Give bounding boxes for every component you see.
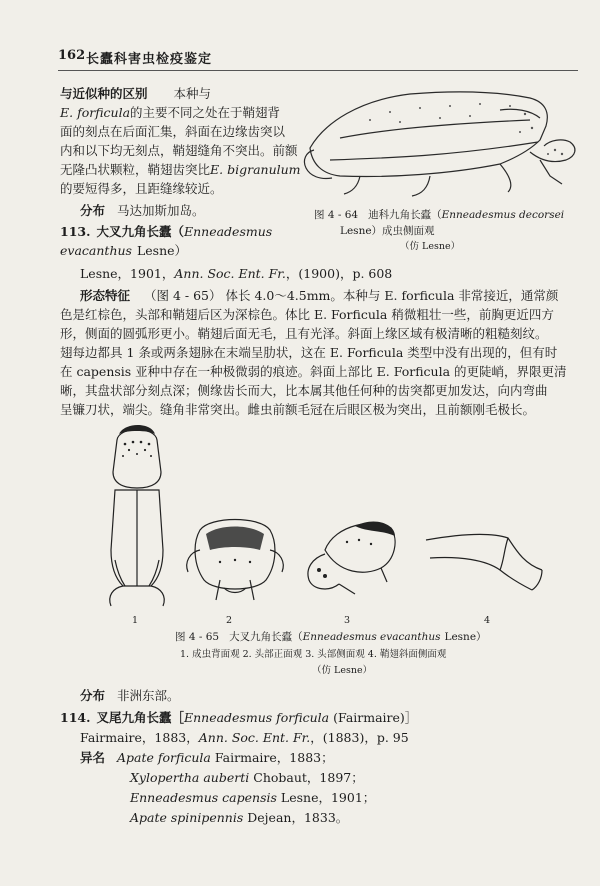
species-number: 113. (60, 224, 91, 239)
morphology-line-5: 在 capensis 亚种中存在一种极微弱的痕迹。斜面上部比 E. Forficula 的更陡峭，界限更清 (60, 364, 567, 379)
figure-4-64-caption-line-2: Lesne）成虫侧面观 (340, 225, 435, 237)
species-author: Lesne） (136, 243, 188, 258)
morphology-line-3: 形，侧面的圆弧形更小。鞘翅后面无毛，且有光泽。斜面上缘区域有极清晰的粗糙刻纹。 (60, 326, 548, 341)
figure-4-64-caption-line-1 (314, 208, 564, 223)
species-114-citation (80, 728, 409, 747)
section-heading-differences: 与近似种的区别 (60, 86, 148, 101)
synonym-label: 异名 (80, 750, 106, 765)
morphology-line-4: 翅每边都具 1 条或两条翅脉在末端呈肋状，这在 E. Forficula 类型中没有出现的，但有时 (60, 345, 558, 360)
distribution-value: 马达加斯加岛。 (117, 203, 205, 218)
morphology-line-2: 色是红棕色，头部和鞘翅后区为深棕色。体比 E. Forficula 稍微粗壮一些，前胸更近四方 (60, 307, 554, 322)
distribution-label: 分布 (80, 203, 106, 218)
citation-journal: Ann. Soc. Ent. Fr. (174, 266, 286, 281)
species-ref: Enneadesmus evacanthus (302, 631, 441, 643)
citation-detail: ，(1883)，p. 95 (310, 730, 409, 745)
intro-text: 的主要不同之处在于鞘翅背 (130, 105, 281, 120)
species-113-citation (80, 264, 392, 283)
species-ref: Enneadesmus decorsei (441, 209, 565, 221)
page-number: 162 (58, 48, 86, 63)
morphology-line-7: 呈镰刀状，端尖。缝角非常突出。雌虫前额毛冠在后眼区极为突出，且前额刚毛极长。 (60, 402, 536, 417)
synonym-name: Apate forficula (117, 750, 211, 765)
figure-4-64-drawing (300, 80, 580, 205)
citation-author: Lesne，1901， (80, 266, 175, 281)
figure-number: 图 4 - 64 (314, 209, 359, 221)
species-number: 114. (60, 710, 91, 725)
figure-4-65-drawing-1-dorsal (95, 420, 180, 610)
intro-line-2 (60, 103, 280, 122)
distribution-112 (80, 201, 205, 220)
intro-line1-tail: 本种与 (173, 86, 212, 101)
intro-line-6: 的要短得多，且距缝缘较近。 (60, 181, 223, 196)
header-rule (58, 70, 578, 71)
citation-detail: ，(1900)，p. 608 (285, 266, 393, 281)
synonym-author: Chobaut，1897； (253, 770, 364, 785)
synonym-row-3 (130, 788, 375, 807)
morphology-line-6: 晰，其盘状部分刻点深；侧缘齿长而大，比本属其他任何种的齿突都更加发达，向内弯曲 (60, 383, 548, 398)
species-name-cn: 大叉九角长蠹（ (96, 224, 184, 239)
synonym-author: Dejean，1833。 (247, 810, 349, 825)
synonym-author: Fairmaire，1883； (214, 750, 334, 765)
distribution-value: 非洲东部。 (117, 688, 180, 703)
figure-number: 图 4 - 65 (175, 631, 220, 643)
species-epithet: evacanthus (60, 243, 132, 258)
intro-text: 无隆凸状颗粒，鞘翅齿突比 (60, 162, 211, 177)
synonym-author: Lesne，1901； (280, 790, 376, 805)
figure-4-65-label-3: 3 (344, 615, 351, 626)
page-header (58, 48, 578, 70)
citation-author: Fairmaire，1883， (80, 730, 199, 745)
figure-4-65-source: （仿 Lesne） (312, 665, 373, 676)
intro-line-5 (60, 160, 301, 179)
figure-4-65-label-1: 1 (132, 615, 139, 626)
figure-4-65-caption-parts: 1. 成虫背面观 2. 头部正面观 3. 头部侧面观 4. 鞘翅斜面侧面观 (180, 649, 447, 660)
morphology-line-1: （图 4 - 65） 体长 4.0～4.5mm。本种与 E. forficula 非常接近，通常颜 (144, 288, 559, 303)
morphology-label: 形态特征 (80, 288, 131, 303)
species-ref: Enneadesmus forficula (183, 710, 330, 725)
species-ref: E. forficula (60, 105, 131, 120)
figure-4-65-caption-line-1 (175, 630, 487, 645)
species-ref: E. bigranulum (210, 162, 301, 177)
running-title: 长蠹科害虫检疫鉴定 (86, 52, 213, 67)
citation-journal: Ann. Soc. Ent. Fr. (198, 730, 311, 745)
distribution-113 (80, 686, 180, 705)
synonym-row-2 (130, 768, 364, 787)
genus-name: Enneadesmus (183, 224, 273, 239)
species-113-heading-line-2 (60, 241, 187, 260)
figure-4-65-drawing-2-head-front (180, 510, 290, 605)
figure-4-65-drawing-3-head-side (295, 510, 405, 605)
distribution-label: 分布 (80, 688, 106, 703)
species-author: Lesne） (444, 631, 487, 643)
synonym-row-4 (130, 808, 348, 827)
figure-4-65-label-2: 2 (226, 615, 233, 626)
synonym-name: Enneadesmus capensis (130, 790, 277, 805)
synonym-name: Apate spinipennis (130, 810, 244, 825)
species-name-cn: 叉尾九角长蠹［ (96, 710, 184, 725)
intro-line-3: 面的刻点在后面汇集，斜面在边缘齿突以 (60, 124, 286, 139)
figure-4-65-drawing-4-declivity-side (420, 520, 550, 600)
intro-line-1 (60, 84, 211, 103)
species-author: (Fairmaire)］ (333, 710, 418, 725)
synonym-name: Xylopertha auberti (130, 770, 250, 785)
species-113-heading-line-1 (60, 222, 272, 241)
figure-4-64-source: （仿 Lesne） (400, 241, 461, 252)
figure-title: 迪科九角长蠹（ (368, 209, 442, 221)
species-114-heading (60, 708, 417, 727)
figure-4-65-label-4: 4 (484, 615, 491, 626)
intro-line-4: 内和以下均无刻点，鞘翅缝角不突出。前额 (60, 143, 298, 158)
synonym-row-1 (80, 748, 334, 767)
figure-title: 大叉九角长蠹（ (229, 631, 303, 643)
